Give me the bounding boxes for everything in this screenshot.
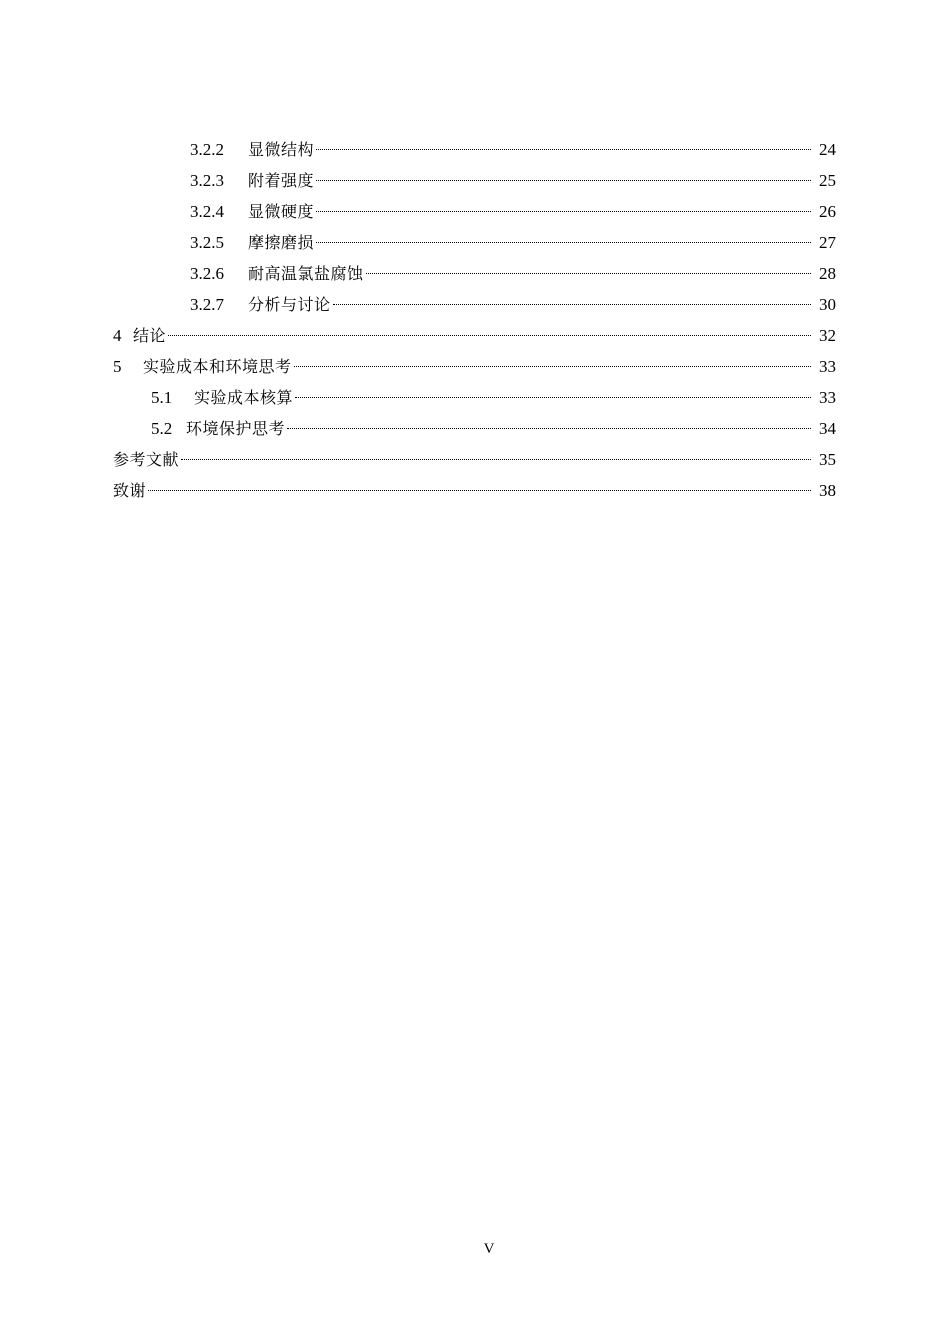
toc-entry-page: 30 [819,295,836,314]
toc-entry[interactable] [0,167,950,198]
toc-entry[interactable] [0,198,950,229]
toc-entry-number: 3.2.6 [190,264,224,283]
toc-dot-leader [316,149,811,150]
toc-entry-number: 5.1 [151,388,173,407]
toc-dot-leader [333,304,811,305]
toc-entry[interactable] [0,446,950,477]
toc-entry-number: 4 [113,326,122,345]
toc-entry-title: 致谢 [113,481,147,500]
toc-entry-title: 环境保护思考 [186,419,286,438]
toc-entry-page: 34 [819,419,836,438]
toc-entry-title: 摩擦磨损 [248,233,315,252]
table-of-contents [0,136,950,508]
toc-dot-leader [316,242,811,243]
toc-entry-title: 结论 [133,326,167,345]
toc-entry-number: 3.2.3 [190,171,224,190]
toc-entry[interactable] [0,477,950,508]
toc-entry-number: 3.2.5 [190,233,224,252]
toc-dot-leader [366,273,811,274]
toc-dot-leader [295,397,811,398]
toc-entry-page: 33 [819,388,836,407]
toc-dot-leader [294,366,811,367]
toc-entry-page: 35 [819,450,836,469]
toc-entry-page: 38 [819,481,836,500]
toc-entry[interactable] [0,353,950,384]
toc-entry-title: 显微硬度 [248,202,315,221]
toc-entry-page: 25 [819,171,836,190]
toc-entry[interactable] [0,322,950,353]
toc-entry-number: 3.2.2 [190,140,224,159]
toc-entry[interactable] [0,384,950,415]
toc-entry-page: 33 [819,357,836,376]
toc-entry-number: 5 [113,357,122,376]
toc-entry[interactable] [0,260,950,291]
toc-entry-number: 3.2.7 [190,295,224,314]
toc-entry-number: 5.2 [151,419,173,438]
toc-entry-title: 分析与讨论 [248,295,331,314]
toc-entry-title: 耐高温氯盐腐蚀 [248,264,364,283]
toc-entry[interactable] [0,291,950,322]
toc-dot-leader [148,490,811,491]
toc-entry-page: 24 [819,140,836,159]
toc-entry-title: 实验成本核算 [194,388,294,407]
toc-entry-page: 32 [819,326,836,345]
toc-entry-number: 3.2.4 [190,202,224,221]
toc-entry-page: 28 [819,264,836,283]
toc-entry[interactable] [0,136,950,167]
toc-dot-leader [316,180,811,181]
toc-dot-leader [181,459,811,460]
page-number: V [483,1241,495,1257]
toc-entry-title: 实验成本和环境思考 [143,357,292,376]
toc-dot-leader [168,335,811,336]
toc-entry-title: 显微结构 [248,140,315,159]
toc-entry-title: 参考文献 [113,450,180,469]
toc-entry-page: 27 [819,233,836,252]
toc-entry-page: 26 [819,202,836,221]
toc-entry[interactable] [0,229,950,260]
toc-entry[interactable] [0,415,950,446]
toc-entry-title: 附着强度 [248,171,315,190]
toc-dot-leader [287,428,811,429]
toc-dot-leader [316,211,811,212]
